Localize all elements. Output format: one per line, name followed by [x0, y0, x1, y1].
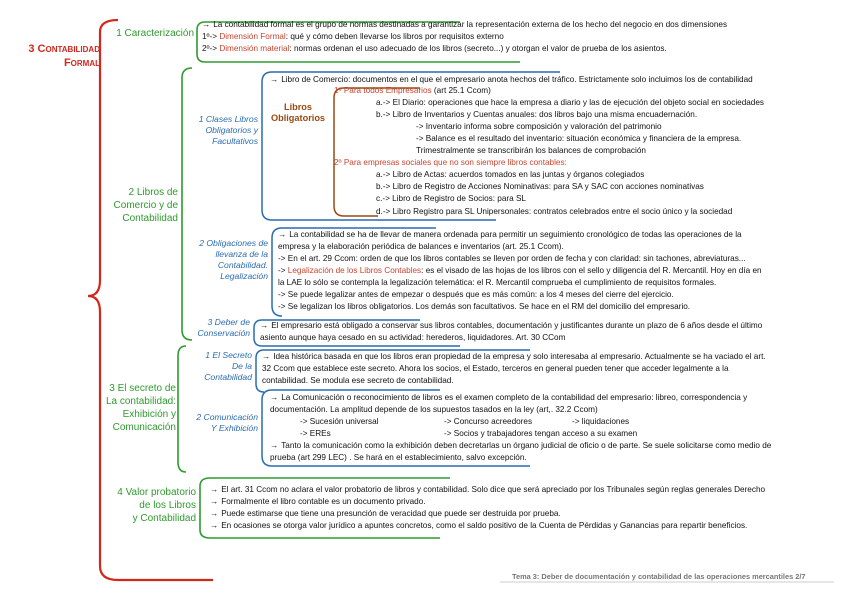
section-2-heading-line3: Contabilidad — [122, 213, 178, 224]
sub-3-1-line3: Contabilidad — [204, 372, 252, 382]
s4-line-1-text: El art. 31 Ccom no aclara el valor probatorio de libros y contabilidad. Solo dice que será apreciado por los Tribunales según reglas generales Derecho — [221, 485, 766, 494]
s21-item-a: a.-> El Diario: operaciones que hace la empresa a diario y las de ejecución del objeto social en sociedades — [376, 98, 765, 107]
libros-obligatorios-line1: Libros — [283, 102, 313, 112]
main-title-line1: 3 Contabilidad — [28, 43, 100, 55]
section-2-heading-line1: 2 Libros de — [128, 187, 178, 198]
s32-line-4: prueba (art 299 LEC) . Se hará en el establecimiento, salvo excepción. — [270, 453, 527, 462]
s21-item-c-d: d.-> Libro Registro para SL Unipersonales: contratos celebrados entre el socio único y la sociedad — [376, 207, 733, 216]
s21-item-b3: Trimestralmente se transcribirán los balances de comprobación — [416, 146, 646, 155]
sub-3-2-line1: 2 Comunicación — [196, 412, 258, 422]
section-4-heading-line3: y Contabilidad — [132, 513, 196, 524]
section-4-heading-line1: 4 Valor probatorio — [117, 487, 196, 498]
sub-2-1-line2: Obligatorios y — [205, 125, 258, 135]
s22-line-4 — [278, 266, 762, 277]
s4-line-1 — [210, 485, 765, 496]
sub-2-3-line1: 3 Deber de — [207, 317, 250, 327]
s21-heading-1-rest: (art 25.1 Ccom) — [431, 86, 491, 95]
section-3-heading-line2: La contabilidad: — [105, 396, 176, 407]
sub-2-1-line1: 1 Clases Libros — [198, 114, 258, 124]
s23-line-1-text: El empresario está obligado a conservar sus libros contables, documentación y justificantes durante un plazo de 6 años desde el último — [271, 321, 763, 330]
s4-line-3 — [210, 509, 561, 520]
s21-line-1 — [270, 75, 753, 86]
s1-line-2 — [202, 32, 504, 43]
libros-obligatorios-line2: Obligatorios — [270, 113, 326, 123]
s22-line-4-rest: : es el visado de las hojas de los libros con el sello y diligencia del R. Mercantil. Hoy en día en — [421, 266, 762, 275]
arrow-right-icon — [210, 497, 221, 506]
s22-line-1 — [278, 230, 742, 241]
arrow-right-icon — [210, 521, 221, 530]
s21-item-c-c: c.-> Libro de Registro de Socios: para SL — [376, 194, 526, 203]
arrow-right-icon — [262, 352, 273, 361]
sub-3-2-line2: Y Exhibición — [210, 423, 258, 433]
section-3-heading — [96, 382, 176, 434]
s1-dimension-formal: Dimensión Formal — [219, 32, 286, 41]
s32-line-3-text: Tanto la comunicación como la exhibición deben decretarlas un órgano judicial de oficio o de parte. Se suele solicitarse como medio de — [281, 441, 772, 450]
main-title-line2: Formal — [63, 57, 100, 69]
sub-3-1-line1: 1 El Secreto — [205, 350, 252, 360]
arrow-right-icon — [260, 321, 271, 330]
s4-line-4 — [210, 521, 747, 532]
s22-line-3: -> En el art. 29 Ccom: orden de que los libros contables se lleven por orden de fecha y con claridad: sin tachones, abreviaturas... — [278, 254, 746, 263]
s4-line-2-text: Formalmente el libro contable es un documento privado. — [221, 497, 426, 506]
sub-3-1-line2: De la — [231, 361, 252, 371]
s21-item-c-a: a.-> Libro de Actas: acuerdos tomados en las juntas y órganos colegiados — [376, 170, 645, 179]
s4-line-2 — [210, 497, 426, 508]
section-3-heading-line1: 3 El secreto de — [109, 383, 176, 394]
s31-line-3: contabilidad. Se modula ese secreto de contabilidad. — [262, 376, 454, 385]
s31-line-2: 32 Ccom que establece este secreto. Ahora los socios, el Estado, terceros en general pueden tener que acceder legalmente a la — [262, 364, 729, 373]
section-2-heading — [100, 186, 178, 225]
s32-case-1: -> Sucesión universal — [300, 417, 379, 426]
section-4-heading-line2: de los Libros — [139, 500, 196, 511]
sub-2-1-line3: Facultativos — [212, 136, 258, 146]
sub-3-1-heading — [184, 350, 252, 383]
section-4-heading — [100, 486, 196, 525]
sub-2-2-line1: 2 Obligaciones de — [199, 238, 268, 248]
arrow-right-icon — [270, 75, 281, 84]
s1-line-3-prefix: 2º-> — [202, 44, 220, 53]
section-3-heading-line4: Comunicación — [112, 422, 176, 433]
section-2-heading-line2: Comercio y de — [113, 200, 178, 211]
sub-2-1-heading — [186, 114, 258, 147]
sub-2-2-line2: llevanza de la — [215, 249, 268, 259]
s22-line-7: -> Se legalizan los libros obligatorios. Los demás son facultativos. Se hace en el RM del domicilio del empresario. — [278, 302, 691, 311]
sub-2-3-line2: Conservación — [197, 328, 250, 338]
s32-case-2: -> Concurso acreedores — [444, 417, 533, 426]
s21-item-b1: -> Inventario informa sobre composición y valoración del patrimonio — [416, 122, 662, 131]
sub-3-2-heading — [184, 412, 258, 434]
s21-item-b: b.-> Libro de Inventarios y Cuentas anuales: dos libros bajo una misma encuadernación. — [376, 110, 698, 119]
s31-line-1-text: Idea histórica basada en que los libros eran propiedad de la empresa y solo interesaba al empresario. Actualmente se ha vaciado el art. — [273, 352, 766, 361]
main-title — [8, 42, 100, 70]
s22-line-1-text: La contabilidad se ha de llevar de manera ordenada para permitir un seguimiento cronológico de todas las operaciones de la — [289, 230, 742, 239]
arrow-right-icon — [270, 441, 281, 450]
s1-line-1-text: La contabilidad formal es el grupo de normas destinadas a garantizar la representación externa de los hecho del negocio en dos dimensiones — [213, 20, 728, 29]
page-footer: Tema 3: Deber de documentación y contabilidad de las operaciones mercantiles 2/7 — [512, 572, 806, 581]
sub-2-3-heading — [180, 317, 250, 339]
s31-line-1 — [262, 352, 766, 363]
s32-case-3: -> liquidaciones — [572, 417, 630, 426]
section-1-heading: 1 Caracterización — [116, 28, 194, 39]
s1-line-1 — [202, 20, 727, 31]
s32-line-1-text: La Comunicación o reconocimiento de libros es el examen completo de la contabilidad del empresario: libreo, correspondencia y — [281, 393, 748, 402]
s1-dimension-material: Dimensión material — [219, 44, 290, 53]
sub-2-2-line4: Legalización — [220, 271, 268, 281]
sub-2-2-heading — [180, 238, 268, 282]
s23-line-1 — [260, 321, 762, 332]
s21-item-c-b: b.-> Libro de Registro de Acciones Nominativas: para SA y SAC con acciones nominativas — [376, 182, 704, 191]
s1-line-2-rest: : qué y cómo deben llevarse los libros por requisitos externo — [285, 32, 504, 41]
s1-line-2-prefix: 1º-> — [202, 32, 220, 41]
s22-legalizacion-label: Legalización de los Libros Contables — [287, 266, 422, 275]
s22-line-5: la LAE lo sólo se contempla la legalización telemática: el R. Mercantil comprueba el cumplimiento de requisitos formales. — [278, 278, 717, 287]
s22-line-2: empresa y la elaboración periódica de balances e inventarios (art. 25.1 Ccom). — [278, 242, 564, 251]
arrow-right-icon — [278, 230, 289, 239]
s1-line-3-rest: : normas ordenan el uso adecuado de los libros (secreto...) y otorgan el valor de prueba de los asientos. — [289, 44, 667, 53]
arrow-right-icon — [202, 20, 213, 29]
s32-case-5: -> Socios y trabajadores tengan acceso a su examen — [444, 429, 638, 438]
s21-item-b2: -> Balance es el resultado del inventario: situación económica y financiera de la empresa. — [416, 134, 742, 143]
sub-2-2-line3: Contabilidad. — [217, 260, 268, 270]
s1-line-3 — [202, 44, 667, 55]
s21-heading-1 — [334, 86, 491, 97]
section-3-heading-line3: Exhibición y — [122, 409, 176, 420]
s4-line-4-text: En ocasiones se otorga valor jurídico a apuntes concretos, como el saldo positivo de la Cuenta de Pérdidas y Ganancias para repartir beneficios. — [221, 521, 748, 530]
s32-line-1 — [270, 393, 747, 404]
s22-line-4-prefix: -> — [278, 266, 288, 275]
s23-line-2: asiento aunque haya cesado en su actividad: herederos, liquidadores. Art. 30 CCom — [260, 333, 566, 342]
s21-heading-2: 2º Para empresas sociales que no son siempre libros contables: — [334, 158, 567, 167]
s32-line-2: documentación. La amplitud depende de los supuestos tasados en la ley (art,. 32.2 Ccom) — [270, 405, 598, 414]
s22-line-6: -> Se puede legalizar antes de empezar o después que es más común: a los 4 meses del cierre del ejercicio. — [278, 290, 674, 299]
s32-case-4: -> EREs — [300, 429, 331, 438]
s21-heading-1-label: 1º Para todos Empresarios — [334, 86, 432, 95]
s21-line-1-text: Libro de Comercio: documentos en el que el empresario anota hechos del tráfico. Estrictamente solo incluimos los de contabilidad — [281, 75, 753, 84]
arrow-right-icon — [270, 393, 281, 402]
s32-line-3 — [270, 441, 771, 452]
arrow-right-icon — [210, 509, 221, 518]
libros-obligatorios-label — [264, 102, 332, 124]
arrow-right-icon — [210, 485, 221, 494]
s4-line-3-text: Puede estimarse que tiene una presunción de veracidad que puede ser destruida por prueba. — [221, 509, 561, 518]
